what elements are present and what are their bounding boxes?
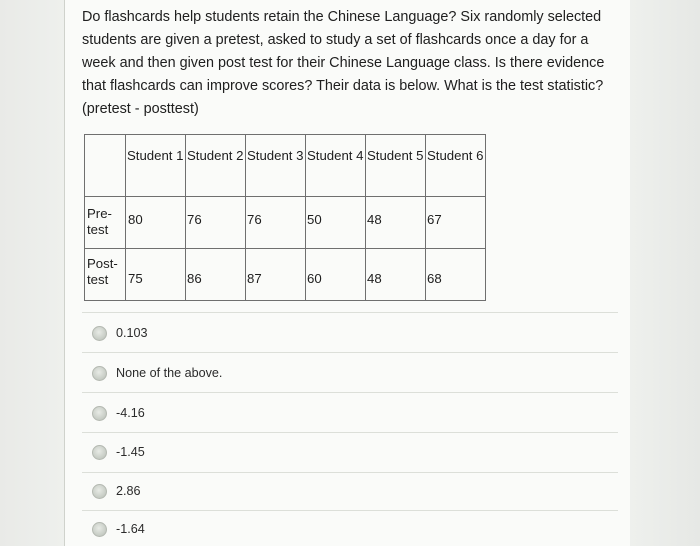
- table-header-cell: Student 4: [306, 135, 366, 197]
- table-row-pretest: [85, 197, 486, 249]
- data-table: [84, 134, 486, 301]
- divider: [82, 312, 618, 313]
- divider: [82, 432, 618, 433]
- divider: [82, 472, 618, 473]
- table-cell: 67: [427, 212, 442, 227]
- table-corner-cell: [85, 135, 126, 197]
- table-cell: 75: [128, 271, 143, 286]
- table-cell: 68: [427, 271, 442, 286]
- right-margin: [630, 0, 700, 546]
- table-cell: 80: [128, 212, 143, 227]
- table-cell: 86: [187, 271, 202, 286]
- radio-button[interactable]: [92, 406, 107, 421]
- table-header-cell: Student 6: [426, 135, 486, 197]
- table-cell: 76: [187, 212, 202, 227]
- table-cell: 87: [247, 271, 262, 286]
- table-header-cell: Student 5: [366, 135, 426, 197]
- row-label-posttest: Post-test: [87, 256, 118, 287]
- radio-button[interactable]: [92, 522, 107, 537]
- table-header-row: [85, 135, 486, 197]
- answer-option-0[interactable]: [92, 323, 148, 343]
- option-label: 2.86: [116, 484, 141, 498]
- option-label: None of the above.: [116, 366, 223, 380]
- radio-button[interactable]: [92, 326, 107, 341]
- row-label-pretest: Pre-test: [87, 206, 112, 237]
- answer-option-2[interactable]: [92, 403, 145, 423]
- question-text: Do flashcards help students retain the Chinese Language? Six randomly selected students are given a pretest, asked to study a set of flashcards once a day for a week and then given post test for their Chinese Language class. Is there evidence that flashcards can improve scores? Their data is below. What is the test statistic?(pretest - posttest): [82, 9, 605, 117]
- divider: [82, 510, 618, 511]
- table-cell: 50: [307, 212, 322, 227]
- divider: [82, 352, 618, 353]
- answer-option-5[interactable]: [92, 519, 145, 539]
- table-row-posttest: [85, 249, 486, 301]
- radio-button[interactable]: [92, 445, 107, 460]
- option-label: -1.45: [116, 445, 145, 459]
- radio-button[interactable]: [92, 484, 107, 499]
- table-cell: 48: [367, 271, 382, 286]
- table-header-cell: Student 3: [246, 135, 306, 197]
- table-cell: 76: [247, 212, 262, 227]
- table-cell: 60: [307, 271, 322, 286]
- table-cell: 48: [367, 212, 382, 227]
- answer-option-3[interactable]: [92, 442, 145, 462]
- radio-button[interactable]: [92, 366, 107, 381]
- table-header-cell: Student 1: [126, 135, 186, 197]
- left-margin: [0, 0, 64, 546]
- answer-option-4[interactable]: [92, 481, 141, 501]
- answer-option-1[interactable]: [92, 363, 222, 383]
- option-label: -4.16: [116, 406, 145, 420]
- divider: [82, 392, 618, 393]
- option-label: -1.64: [116, 522, 145, 536]
- table-header-cell: Student 2: [186, 135, 246, 197]
- option-label: 0.103: [116, 326, 148, 340]
